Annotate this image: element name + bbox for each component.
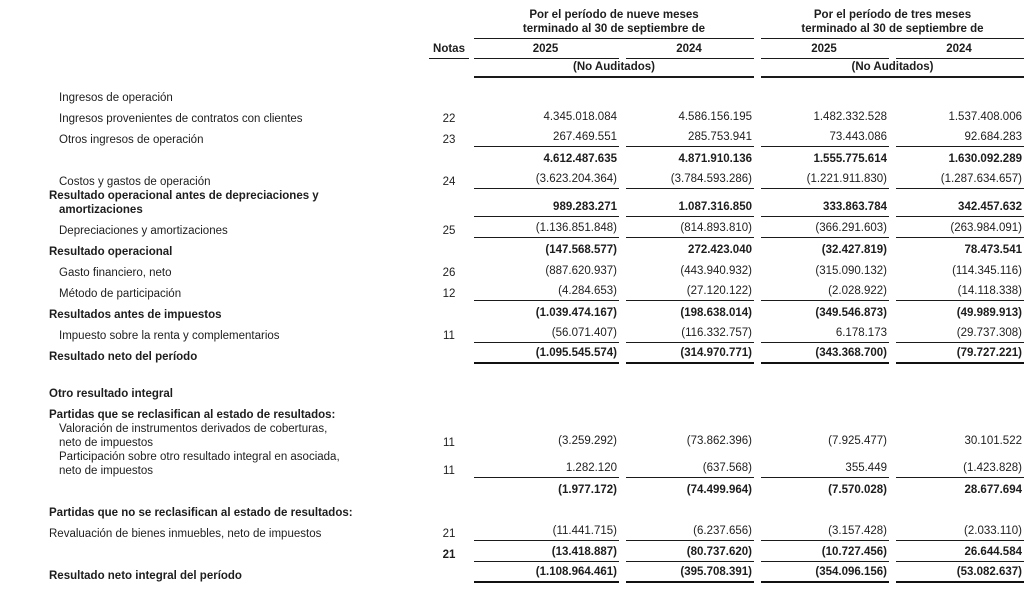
amount-cell: 4.871.910.136 xyxy=(678,153,752,165)
amount-cell: 267.469.551 xyxy=(474,130,619,147)
row-label-line: Gasto financiero, neto xyxy=(59,267,172,279)
amount-cell: (49.989.913) xyxy=(956,307,1022,319)
year-header-2025-three-months: 2025 xyxy=(761,42,889,59)
amount-cell: 1.630.092.289 xyxy=(948,153,1022,165)
table-row xyxy=(0,422,1024,450)
amount-cell: 272.423.040 xyxy=(688,244,752,256)
amount-cell: (349.546.873) xyxy=(815,307,887,319)
table-row xyxy=(0,322,1024,343)
unaudited-label: (No Auditados) xyxy=(761,59,1024,78)
table-row xyxy=(0,401,1024,422)
amount-cell xyxy=(626,103,754,105)
amount-cell: (73.862.396) xyxy=(686,435,752,447)
table-row xyxy=(0,105,1024,126)
table-row xyxy=(0,126,1024,147)
amount-cell: (53.082.637) xyxy=(896,565,1024,583)
row-label-line: Resultados antes de impuestos xyxy=(49,309,222,321)
amount-cell xyxy=(896,420,1024,422)
table-row xyxy=(0,168,1024,189)
amount-cell: (56.071.407) xyxy=(474,326,619,343)
amount-cell xyxy=(474,420,619,422)
amount-cell: (366.291.603) xyxy=(761,221,889,238)
row-label xyxy=(0,112,429,126)
row-label-line: Partidas que no se reclasifican al estado de resultados: xyxy=(49,507,353,519)
amount-cell: 4.612.487.635 xyxy=(543,153,617,165)
amount-cell xyxy=(896,103,1024,105)
row-label xyxy=(0,506,429,520)
table-row xyxy=(0,147,1024,168)
amount-cell: (395.708.391) xyxy=(626,565,754,583)
row-label xyxy=(0,422,429,450)
table-row xyxy=(0,189,1024,217)
amount-cell: (1.039.474.167) xyxy=(535,307,617,319)
note-reference: 24 xyxy=(442,176,456,188)
amount-cell: (1.221.911.830) xyxy=(761,172,889,189)
table-row xyxy=(0,450,1024,478)
row-label-line: Resultado operacional antes de depreciaciones y xyxy=(49,190,319,202)
row-label-line: Ingresos de operación xyxy=(59,92,173,104)
row-label-line: Costos y gastos de operación xyxy=(59,176,211,188)
row-label xyxy=(0,224,429,238)
row-label-line: Valoración de instrumentos derivados de coberturas, xyxy=(59,423,328,435)
amount-cell xyxy=(761,103,889,105)
amount-cell: (74.499.964) xyxy=(686,484,752,496)
amount-cell: (1.977.172) xyxy=(558,484,617,496)
amount-cell: (3.157.428) xyxy=(761,524,889,541)
amount-cell: (14.118.338) xyxy=(896,284,1024,301)
period-title-line2: terminado al 30 de septiembre de xyxy=(801,23,984,35)
amount-cell: (443.940.932) xyxy=(680,265,752,277)
amount-cell: 92.684.283 xyxy=(896,130,1024,147)
row-label xyxy=(0,527,429,541)
year-header-2024-three-months: 2024 xyxy=(896,42,1024,59)
row-label-line: Resultado neto del período xyxy=(49,351,198,363)
amount-cell: (315.090.132) xyxy=(815,265,887,277)
amount-cell: (1.136.851.848) xyxy=(474,221,619,238)
amount-cell xyxy=(896,518,1024,520)
row-label xyxy=(0,308,429,322)
amount-cell: (314.970.771) xyxy=(626,346,754,364)
amount-cell: (13.418.887) xyxy=(474,545,619,562)
table-row xyxy=(0,499,1024,520)
row-label xyxy=(0,350,429,364)
year-header-row xyxy=(0,42,1024,59)
row-label xyxy=(0,175,429,189)
amount-cell: 342.457.632 xyxy=(896,200,1024,217)
row-label-line: Partidas que se reclasifican al estado de resultados: xyxy=(49,409,336,421)
statement-body xyxy=(0,84,1024,583)
amount-cell xyxy=(761,420,889,422)
amount-cell: (1.108.964.461) xyxy=(474,565,619,583)
year-header-2025-nine-months: 2025 xyxy=(474,42,619,59)
amount-cell xyxy=(474,399,619,401)
amount-cell: 78.473.541 xyxy=(964,244,1022,256)
amount-cell: (637.568) xyxy=(626,461,754,478)
row-label-line: Participación sobre otro resultado integral en asociada, xyxy=(59,451,340,463)
amount-cell: (4.284.653) xyxy=(474,284,619,301)
amount-cell: (6.237.656) xyxy=(626,524,754,541)
note-reference: 11 xyxy=(443,330,455,342)
row-label-line: neto de impuestos xyxy=(59,465,153,477)
amount-cell: 6.178.173 xyxy=(761,326,889,343)
amount-cell: 4.345.018.084 xyxy=(543,111,617,123)
table-row xyxy=(0,380,1024,401)
amount-cell: 4.586.156.195 xyxy=(678,111,752,123)
amount-cell: (343.368.700) xyxy=(761,346,889,364)
note-reference: 11 xyxy=(443,437,455,449)
amount-cell: (27.120.122) xyxy=(626,284,754,301)
unaudited-label: (No Auditados) xyxy=(474,59,754,78)
note-reference: 22 xyxy=(442,113,456,125)
amount-cell: (263.984.091) xyxy=(896,221,1024,238)
table-row xyxy=(0,520,1024,541)
amount-cell: (80.737.620) xyxy=(626,545,754,562)
amount-cell xyxy=(474,103,619,105)
row-label xyxy=(0,329,429,343)
table-row xyxy=(0,478,1024,499)
row-label-line: Resultado neto integral del período xyxy=(49,570,242,582)
amount-cell xyxy=(761,399,889,401)
row-label-line: amortizaciones xyxy=(59,204,143,216)
amount-cell: (814.893.810) xyxy=(626,221,754,238)
amount-cell: 73.443.086 xyxy=(761,130,889,147)
amount-cell: (32.427.819) xyxy=(821,244,887,256)
amount-cell: (7.925.477) xyxy=(828,435,887,447)
amount-cell: 1.482.332.528 xyxy=(813,111,887,123)
amount-cell xyxy=(474,518,619,520)
row-label-line: Depreciaciones y amortizaciones xyxy=(59,225,228,237)
amount-cell xyxy=(761,518,889,520)
note-reference: 12 xyxy=(442,288,456,300)
table-row xyxy=(0,238,1024,259)
table-row xyxy=(0,301,1024,322)
period-title-line2: terminado al 30 de septiembre de xyxy=(522,23,706,35)
amount-cell: (1.095.545.574) xyxy=(474,346,619,364)
row-label-line: Resultado operacional xyxy=(49,246,173,258)
amount-cell: 285.753.941 xyxy=(626,130,754,147)
amount-cell: 1.282.120 xyxy=(474,461,619,478)
note-reference: 21 xyxy=(442,549,456,561)
row-label xyxy=(0,408,429,422)
amount-cell: (7.570.028) xyxy=(828,484,887,496)
amount-cell: (79.727.221) xyxy=(896,346,1024,364)
amount-cell xyxy=(626,420,754,422)
amount-cell: 355.449 xyxy=(761,461,889,478)
amount-cell xyxy=(626,399,754,401)
table-row xyxy=(0,217,1024,238)
row-label-line: Ingresos provenientes de contratos con clientes xyxy=(59,113,303,125)
amount-cell: 28.677.694 xyxy=(964,484,1022,496)
amount-cell xyxy=(896,399,1024,401)
amount-cell: (1.287.634.657) xyxy=(896,172,1024,189)
amount-cell: 989.283.271 xyxy=(474,200,619,217)
row-label-line: Otro resultado integral xyxy=(49,388,173,400)
amount-cell: 1.555.775.614 xyxy=(813,153,887,165)
amount-cell: 333.863.784 xyxy=(761,200,889,217)
row-label xyxy=(0,287,429,301)
table-row xyxy=(0,343,1024,364)
notas-column-header: Notas xyxy=(429,42,469,59)
note-reference: 11 xyxy=(443,465,455,477)
row-label-line: neto de impuestos xyxy=(59,437,153,449)
amount-cell: (3.623.204.364) xyxy=(474,172,619,189)
row-label xyxy=(0,133,429,147)
table-row xyxy=(0,259,1024,280)
amount-cell: (198.638.014) xyxy=(680,307,752,319)
amount-cell: (2.028.922) xyxy=(761,284,889,301)
note-reference: 25 xyxy=(442,225,456,237)
row-label xyxy=(0,450,429,478)
year-header-2024-nine-months: 2024 xyxy=(626,42,754,59)
amount-cell: (3.259.292) xyxy=(558,435,617,447)
unaudited-row xyxy=(0,59,1024,78)
table-row xyxy=(0,541,1024,562)
row-label xyxy=(0,569,429,583)
amount-cell: (147.568.577) xyxy=(545,244,617,256)
row-label-line: Impuesto sobre la renta y complementarios xyxy=(59,330,280,342)
amount-cell: (10.727.456) xyxy=(761,545,889,562)
amount-cell: (114.345.116) xyxy=(952,265,1022,277)
amount-cell: (887.620.937) xyxy=(545,265,617,277)
amount-cell: 1.087.316.850 xyxy=(626,200,754,217)
period-group-three-months xyxy=(761,8,1024,39)
row-label-line: Otros ingresos de operación xyxy=(59,134,204,146)
row-label xyxy=(0,266,429,280)
period-header-row xyxy=(0,8,1024,39)
table-row xyxy=(0,280,1024,301)
amount-cell: 30.101.522 xyxy=(964,435,1022,447)
period-title-line1: Por el período de tres meses xyxy=(813,9,972,21)
row-label xyxy=(0,189,429,217)
amount-cell: (3.784.593.286) xyxy=(626,172,754,189)
amount-cell: (29.737.308) xyxy=(896,326,1024,343)
amount-cell: (11.441.715) xyxy=(474,524,619,541)
period-group-nine-months xyxy=(474,8,754,39)
amount-cell: 1.537.408.006 xyxy=(948,111,1022,123)
amount-cell: (116.332.757) xyxy=(626,326,754,343)
table-row xyxy=(0,562,1024,583)
note-reference: 21 xyxy=(442,528,456,540)
amount-cell: (354.096.156) xyxy=(761,565,889,583)
note-reference: 26 xyxy=(442,267,456,279)
row-label xyxy=(0,245,429,259)
table-row xyxy=(0,84,1024,105)
row-label xyxy=(0,91,429,105)
row-label xyxy=(0,387,429,401)
amount-cell: (2.033.110) xyxy=(896,524,1024,541)
amount-cell: 26.644.584 xyxy=(896,545,1024,562)
row-label-line: Revaluación de bienes inmuebles, neto de impuestos xyxy=(49,528,322,540)
row-label-line: Método de participación xyxy=(59,288,182,300)
period-title-line1: Por el período de nueve meses xyxy=(529,9,699,21)
note-reference: 23 xyxy=(442,134,456,146)
amount-cell: (1.423.828) xyxy=(896,461,1024,478)
amount-cell xyxy=(626,518,754,520)
